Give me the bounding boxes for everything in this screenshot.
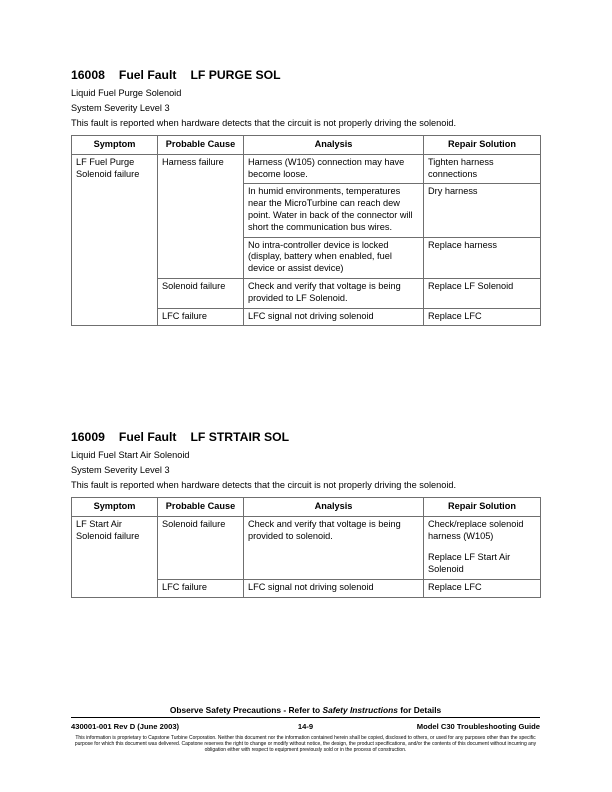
header-symptom: Symptom [72, 498, 158, 517]
severity-level: System Severity Level 3 [71, 103, 170, 113]
analysis-cell: Check and verify that voltage is being provided to LF Solenoid. [244, 278, 424, 308]
header-analysis: Analysis [244, 136, 424, 155]
repair-cell [424, 516, 541, 579]
guide-title: Model C30 Troubleshooting Guide [416, 722, 540, 731]
fault-explanation: This fault is reported when hardware detects that the circuit is not properly driving the solenoid. [71, 118, 457, 128]
symptom-cell: LF Start Air Solenoid failure [72, 516, 158, 597]
analysis-cell: Harness (W105) connection may have become loose. [244, 154, 424, 184]
analysis-cell: Check and verify that voltage is being provided to solenoid. [244, 516, 424, 579]
cause-cell: Harness failure [158, 154, 244, 278]
fault-type: Fuel Fault [118, 68, 177, 82]
fault-description: Liquid Fuel Start Air Solenoid [71, 450, 190, 460]
fault-description: Liquid Fuel Purge Solenoid [71, 88, 182, 98]
fault-explanation: This fault is reported when hardware detects that the circuit is not properly driving the solenoid. [71, 480, 457, 490]
analysis-cell: LFC signal not driving solenoid [244, 579, 424, 597]
table-row [72, 154, 541, 184]
header-symptom: Symptom [72, 136, 158, 155]
cause-cell: Solenoid failure [158, 516, 244, 579]
fault-section-16009 [71, 430, 540, 598]
analysis-cell: In humid environments, temperatures near the MicroTurbine can reach dew point. Water in back of the connector will short the communication bus wires. [244, 184, 424, 237]
fault-mnemonic: LF PURGE SOL [190, 68, 281, 82]
table-header-row [72, 498, 541, 517]
repair-cell: Replace LFC [424, 579, 541, 597]
analysis-cell: No intra-controller device is locked (display, battery when enabled, fuel device or assist device) [244, 237, 424, 278]
analysis-cell: LFC signal not driving solenoid [244, 308, 424, 326]
severity-level: System Severity Level 3 [71, 465, 170, 475]
fault-mnemonic: LF STRTAIR SOL [190, 430, 290, 444]
symptom-cell: LF Fuel Purge Solenoid failure [72, 154, 158, 326]
fault-code: 16009 [71, 430, 105, 444]
cause-cell: LFC failure [158, 308, 244, 326]
repair-cell: Replace harness [424, 237, 541, 278]
table-header-row [72, 136, 541, 155]
fault-code: 16008 [71, 68, 105, 82]
safety-notice: Observe Safety Precautions - Refer to Safety Instructions for Details [169, 705, 442, 715]
repair-cell: Tighten harness connections [424, 154, 541, 184]
table-row [72, 516, 541, 579]
footer-info [71, 722, 540, 733]
repair-cell: Replace LF Solenoid [424, 278, 541, 308]
header-probable-cause: Probable Cause [158, 136, 244, 155]
header-probable-cause: Probable Cause [158, 498, 244, 517]
page-number: 14-9 [297, 722, 314, 731]
proprietary-disclaimer: This information is proprietary to Capstone Turbine Corporation. Neither this document nor the information contained herein shall be copied, disclosed to others, or used for any purposes other than the specific purpose for which this document was delivered. Capstone reserves the right to change or modify without notice, the design, the product specifications, and/or the contents of this document without incurring any obligation either with respect to equipment previously sold or in the process of construction. [74, 735, 537, 754]
safety-instructions-reference: Safety Instructions [322, 705, 398, 715]
fault-section-16008 [71, 68, 540, 326]
fault-heading [71, 68, 540, 82]
document-number: 430001-001 Rev D (June 2003) [71, 722, 180, 731]
fault-type: Fuel Fault [118, 430, 177, 444]
header-analysis: Analysis [244, 498, 424, 517]
cause-cell: LFC failure [158, 579, 244, 597]
header-repair-solution: Repair Solution [424, 498, 541, 517]
header-repair-solution: Repair Solution [424, 136, 541, 155]
repair-cell: Dry harness [424, 184, 541, 237]
troubleshooting-table [71, 497, 541, 598]
troubleshooting-table [71, 135, 541, 326]
footer-divider [71, 717, 540, 718]
repair-option: Check/replace solenoid harness (W105) [428, 518, 524, 541]
cause-cell: Solenoid failure [158, 278, 244, 308]
repair-cell: Replace LFC [424, 308, 541, 326]
fault-heading [71, 430, 540, 444]
repair-option: Replace LF Start Air Solenoid [428, 552, 511, 575]
